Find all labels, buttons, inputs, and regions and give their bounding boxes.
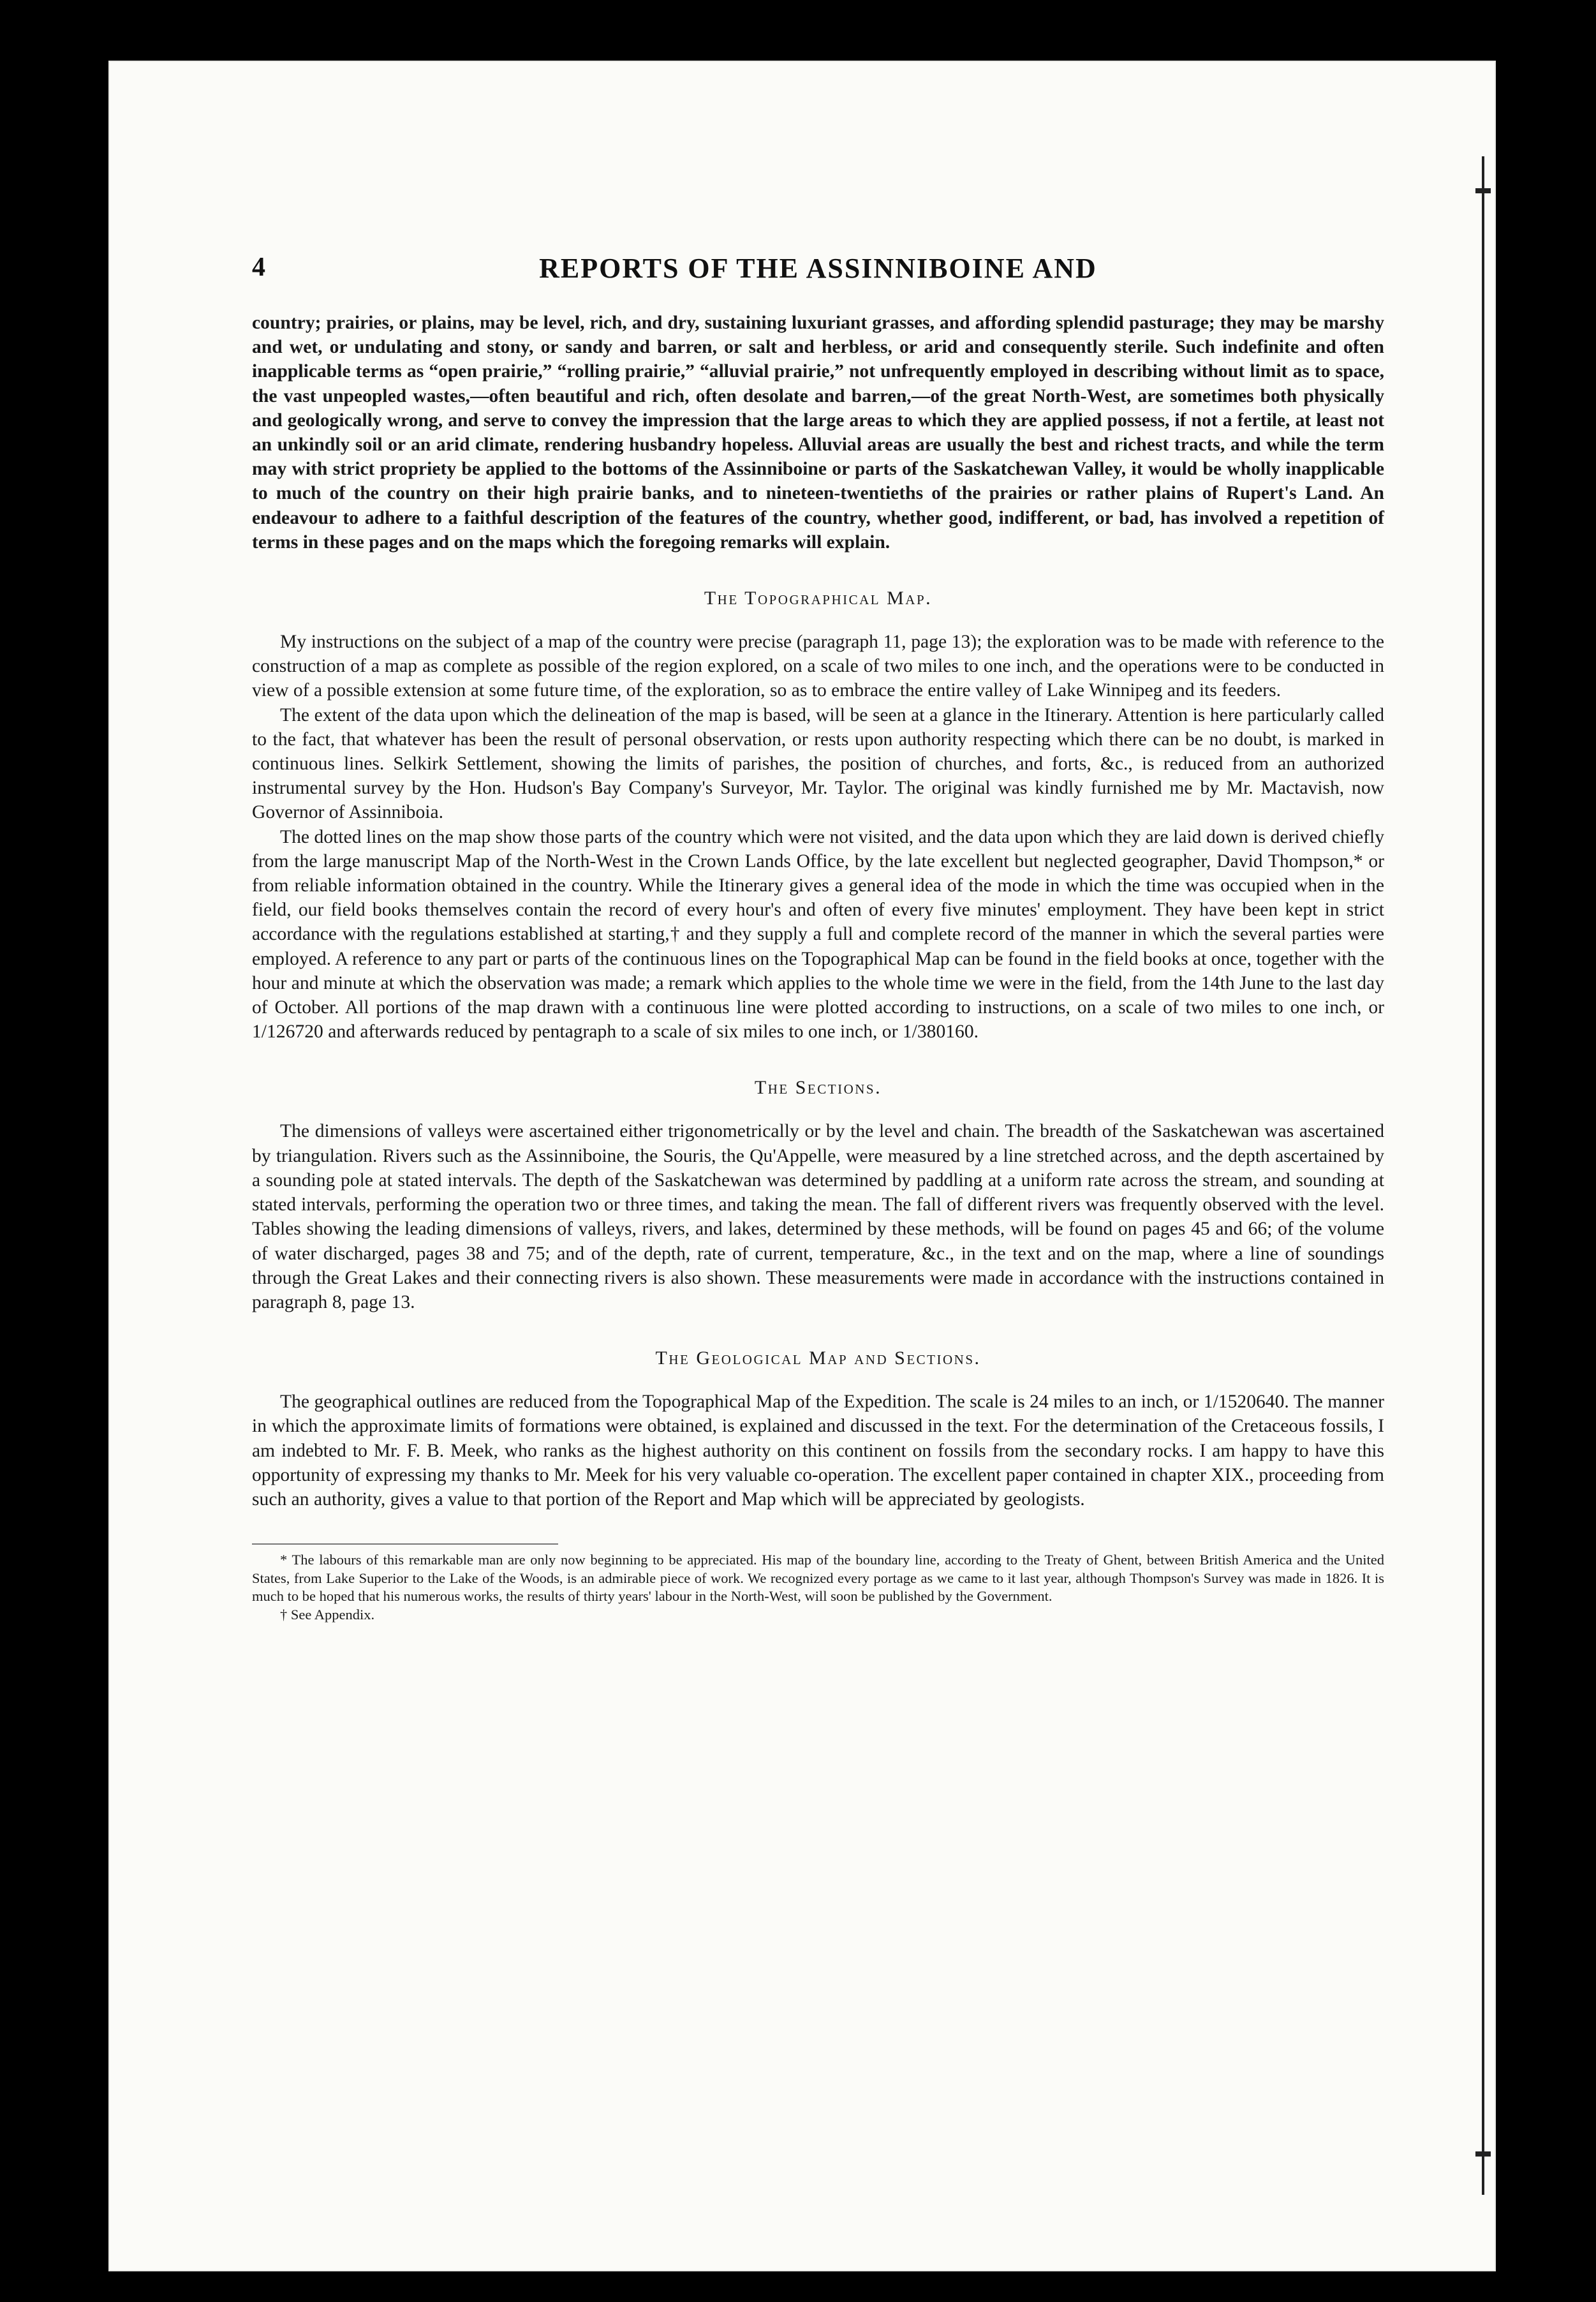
geological-paragraph: The geographical outlines are reduced from the Topographical Map of the Expedition. The scale is 24 miles to an inch, or 1/1520640. The manner in which the approximate limits of formations were obtained, is explained and discussed in the text. For the determination of the Cretaceous fossils, I am indebted to Mr. F. B. Meek, who ranks as the highest authority on this continent on fossils from the secondary rocks. I am happy to have this opportunity of expressing my thanks to Mr. Meek for his very valuable co-operation. The excellent paper contained in chapter XIX., proceeding from such an authority, gives a value to that portion of the Report and Map which will be appreciated by geologists.: [252, 1392, 1384, 1510]
footnote-rule: [252, 1543, 558, 1545]
topo-paragraph-2: The extent of the data upon which the delineation of the map is based, will be seen at a glance in the Itinerary. Attention is here particularly called to the fact, that whatever has been the result of personal observation, or rests upon authority respecting which there can be no doubt, is marked in continuous lines. Selkirk Settlement, showing the limits of parishes, the position of churches, and forts, &c., is reduced from an authorized instrumental survey by the Hon. Hudson's Bay Company's Surveyor, Mr. Taylor. The original was kindly furnished me by Mr. Mactavish, now Governor of Assinniboia.: [252, 704, 1384, 823]
binding-crease: [1482, 156, 1484, 2195]
page-number: 4: [252, 253, 265, 282]
heading-geological-map: The Geological Map and Sections.: [655, 1348, 981, 1369]
topo-paragraph-1: My instructions on the subject of a map of the country were precise (paragraph 11, page 13); the exploration was to be made with reference to the construction of a map as complete as possible of the region explored, on a scale of two miles to one inch, and the operations were to be conducted in view of a possible extension at some future time, of the exploration, so as to embrace the entire valley of Lake Winnipeg and its feeders.: [252, 632, 1384, 701]
footnotes: [252, 1551, 1384, 1624]
document-page: [108, 61, 1496, 2271]
intro-paragraph: country; prairies, or plains, may be level, rich, and dry, sustaining luxuriant grasses, and affording splendid pasturage; they may be marshy and wet, or undulating and stony, or sandy and barren, or salt and herbless, or arid and consequently sterile. Such indefinite and often inapplicable terms as “open prairie,” “rolling prairie,” “alluvial prairie,” not unfrequently employed in describing without limit as to space, the vast unpeopled wastes,—often beautiful and rich, often desolate and barren,—of the great North-West, are sometimes both physically and geologically wrong, and serve to convey the impression that the large areas to which they are applied possess, if not a fertile, at least not an unkindly soil or an arid climate, rendering husbandry hopeless. Alluvial areas are usually the best and richest tracts, and while the term may with strict propriety be applied to the bottoms of the Assinniboine or parts of the Saskatchewan Valley, it would be wholly inapplicable to much of the country on their high prairie banks, and to nineteen-twentieths of the prairies or rather plains of Rupert's Land. An endeavour to adhere to a faithful description of the features of the country, whether good, indifferent, or bad, has involved a repetition of terms in these pages and on the maps which the foregoing remarks will explain.: [252, 313, 1384, 553]
crease-tick-top: [1475, 188, 1491, 193]
sections-paragraph: The dimensions of valleys were ascertained either trigonometrically or by the level and chain. The breadth of the Saskatchewan was ascertained by triangulation. Rivers such as the Assinniboine, the Souris, the Qu'Appelle, were measured by a line stretched across, and the depth ascertained by a sounding pole at stated intervals. The depth of the Saskatchewan was determined by paddling at a uniform rate across the stream, and sounding at stated intervals, performing the operation two or three times, and taking the mean. The fall of different rivers was frequently observed with the level. Tables showing the leading dimensions of valleys, rivers, and lakes, determined by these methods, will be found on pages 45 and 66; of the volume of water discharged, pages 38 and 75; and of the depth, rate of current, temperature, &c., in the text and on the map, where a line of soundings through the Great Lakes and their connecting rivers is also shown. These measurements were made in accordance with the instructions contained in paragraph 8, page 13.: [252, 1121, 1384, 1312]
running-head: REPORTS OF THE ASSINNIBOINE AND: [539, 253, 1097, 284]
footnote-appendix: † See Appendix.: [280, 1606, 375, 1623]
topo-paragraph-3: The dotted lines on the map show those parts of the country which were not visited, and the data upon which they are laid down is derived chiefly from the large manuscript Map of the North-West in the Crown Lands Office, by the late excellent but neglected geographer, David Thompson,* or from reliable information obtained in the country. While the Itinerary gives a general idea of the mode in which the time was occupied when in the field, our field books themselves contain the record of every hour's and often of every five minutes' employment. They have been kept in strict accordance with the regulations established at starting,† and they supply a full and complete record of the manner in which the several parties were employed. A reference to any part or parts of the continuous lines on the Topographical Map can be found in the field books at once, together with the hour and minute at which the observation was made; a remark which applies to the whole time we were in the field, from the 14th June to the last day of October. All portions of the map drawn with a continuous line were plotted according to instructions, on a scale of two miles to one inch, or 1/126720 and afterwards reduced by pentagraph to a scale of six miles to one inch, or 1/380160.: [252, 826, 1384, 1043]
page-header: [252, 252, 1384, 290]
body-text: [252, 311, 1384, 1624]
heading-sections: The Sections.: [754, 1077, 882, 1099]
heading-topographical-map: The Topographical Map.: [704, 588, 933, 609]
crease-tick-bottom: [1475, 2151, 1491, 2157]
footnote-thompson: * The labours of this remarkable man are only now beginning to be appreciated. His map of the boundary line, according to the Treaty of Ghent, between British America and the United States, from Lake Superior to the Lake of the Woods, is an admirable piece of work. We recognized every portage as we came to it last year, although Thompson's Survey was made in 1826. It is much to be hoped that his numerous works, the results of thirty years' labour in the North-West, will soon be published by the Government.: [252, 1552, 1384, 1605]
